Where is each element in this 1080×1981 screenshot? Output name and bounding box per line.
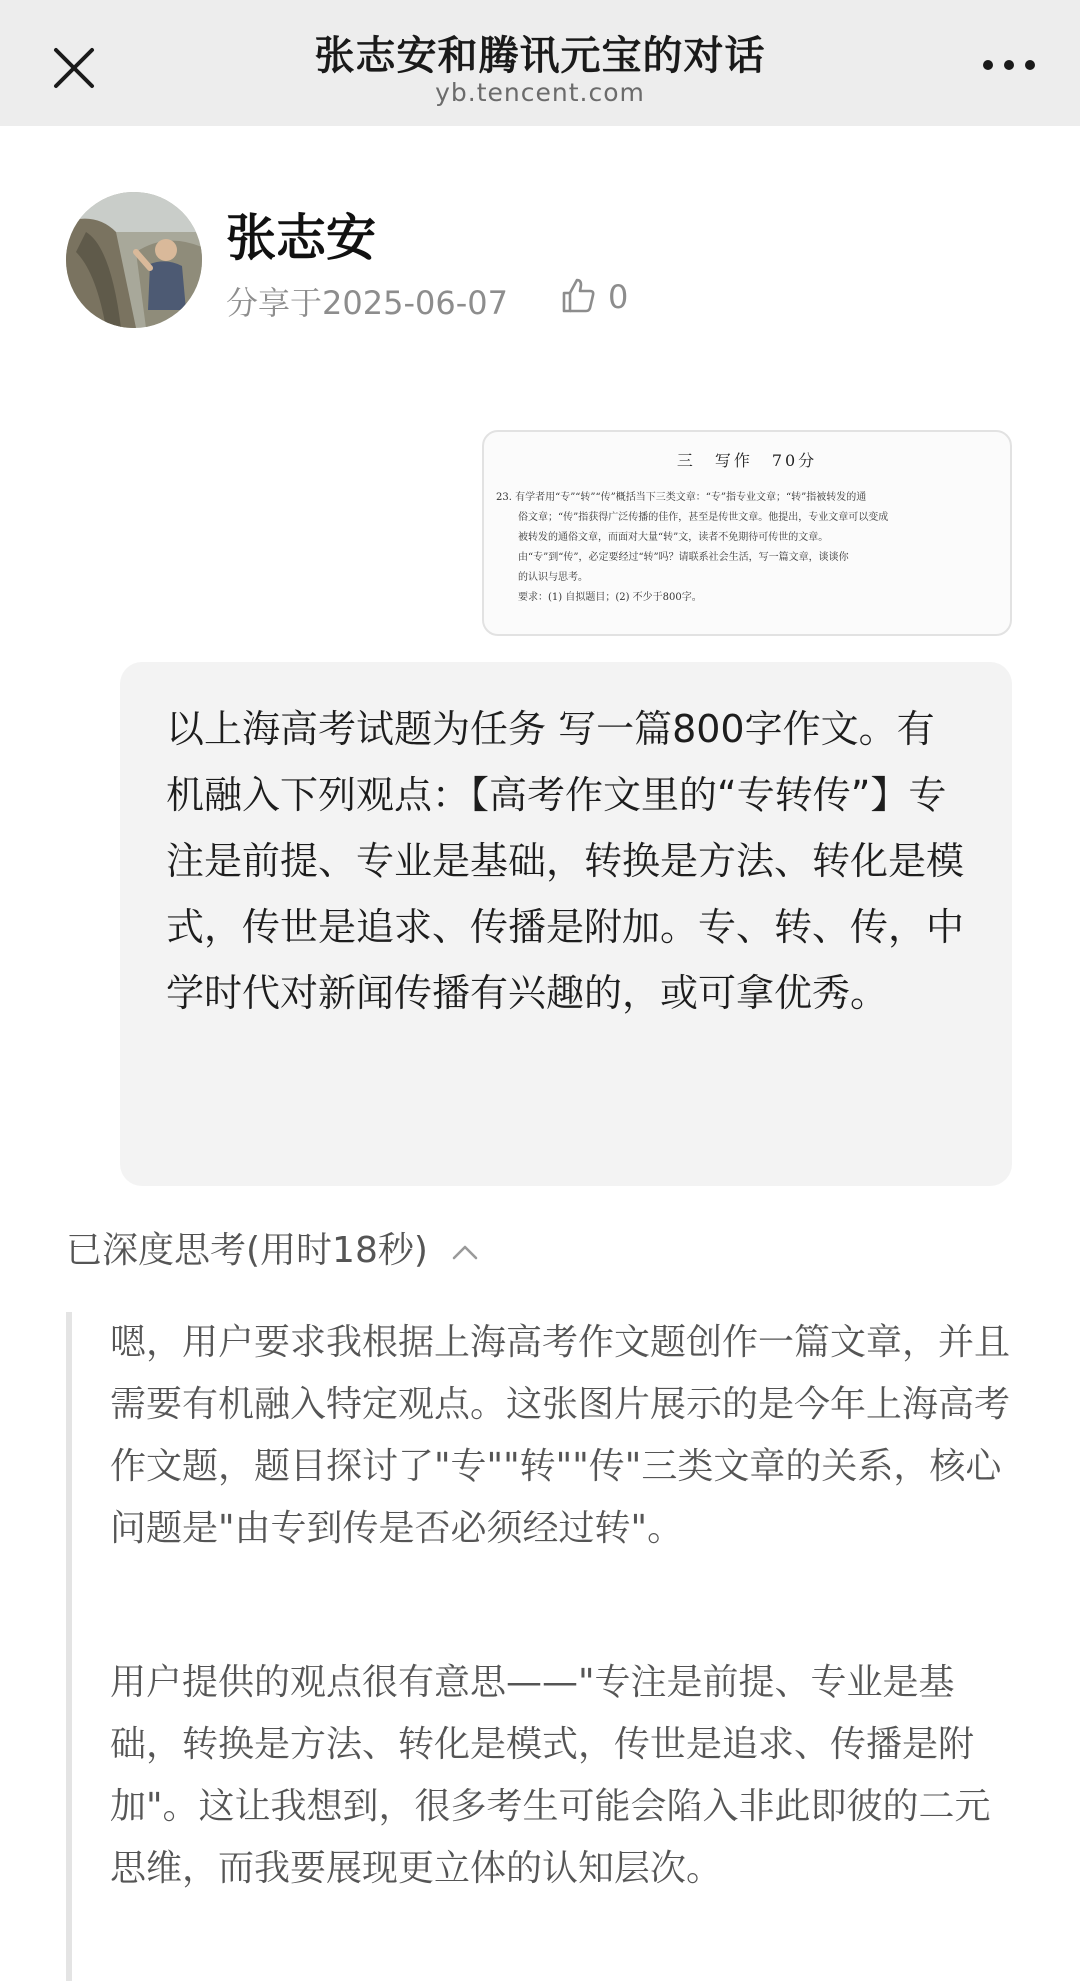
user-name: 张志安: [226, 209, 376, 267]
avatar[interactable]: [66, 192, 202, 328]
more-dots-icon: [974, 40, 1044, 90]
exam-body: [496, 488, 994, 608]
like-count: 0: [608, 278, 629, 316]
chevron-up-icon: [451, 1242, 479, 1262]
more-button[interactable]: [974, 40, 1044, 90]
thinking-paragraph: 嗯，用户要求我根据上海高考作文题创作一篇文章，并且需要有机融入特定观点。这张图片展示的是今年上海高考作文题，题目探讨了"专""转""传"三类文章的关系，核心问题是"由专到传是否必须经过转"。: [110, 1322, 1011, 1549]
top-bar: [0, 0, 1080, 126]
exam-line: 由“专”到“传”，必定要经过“转”吗？请联系社会生活，写一篇文章，谈谈你: [518, 552, 849, 563]
user-message-bubble: 以上海高考试题为任务 写一篇800字作文。有机融入下列观点：【高考作文里的“专转传”】专注是前提、专业是基础，转换是方法、转化是模式，传世是追求、传播是附加。专、转、传，中学时代对新闻传播有兴趣的，或可拿优秀。: [120, 662, 1012, 1186]
thinking-paragraph: 用户提供的观点很有意思——"专注是前提、专业是基础，转换是方法、转化是模式，传世是追求、传播是附加"。这让我想到，很多考生可能会陷入非此即彼的二元思维，而我要展现更立体的认知层次。: [110, 1662, 991, 1889]
thinking-toggle[interactable]: [66, 1222, 479, 1273]
close-icon: [46, 40, 102, 96]
share-date: 分享于2025-06-07: [226, 284, 508, 322]
thumbs-up-icon: [558, 276, 598, 316]
close-button[interactable]: [46, 40, 102, 96]
avatar-photo: [66, 192, 202, 328]
thinking-quote-bar: [66, 1312, 72, 1981]
exam-line: 俗文章；“传”指获得广泛传播的佳作，甚至是传世文章。他提出，专业文章可以变成: [518, 512, 889, 523]
page-url: yb.tencent.com: [435, 78, 645, 107]
exam-line: 23. 有学者用“专”“转”“传”概括当下三类文章：“专”指专业文章；“转”指被转发的通: [496, 492, 867, 503]
thinking-label: 已深度思考(用时18秒): [66, 1230, 428, 1271]
exam-line: 被转发的通俗文章，而面对大量“转”文，读者不免期待可传世的文章。: [518, 532, 829, 543]
exam-header: 三 写作 70分: [676, 451, 818, 470]
exam-line: 要求：(1) 自拟题目；(2) 不少于800字。: [518, 592, 702, 603]
page-title: 张志安和腾讯元宝的对话: [314, 33, 766, 79]
like-button[interactable]: [558, 276, 598, 316]
exam-question-image[interactable]: [482, 430, 1012, 636]
exam-line: 的认识与思考。: [518, 572, 588, 583]
